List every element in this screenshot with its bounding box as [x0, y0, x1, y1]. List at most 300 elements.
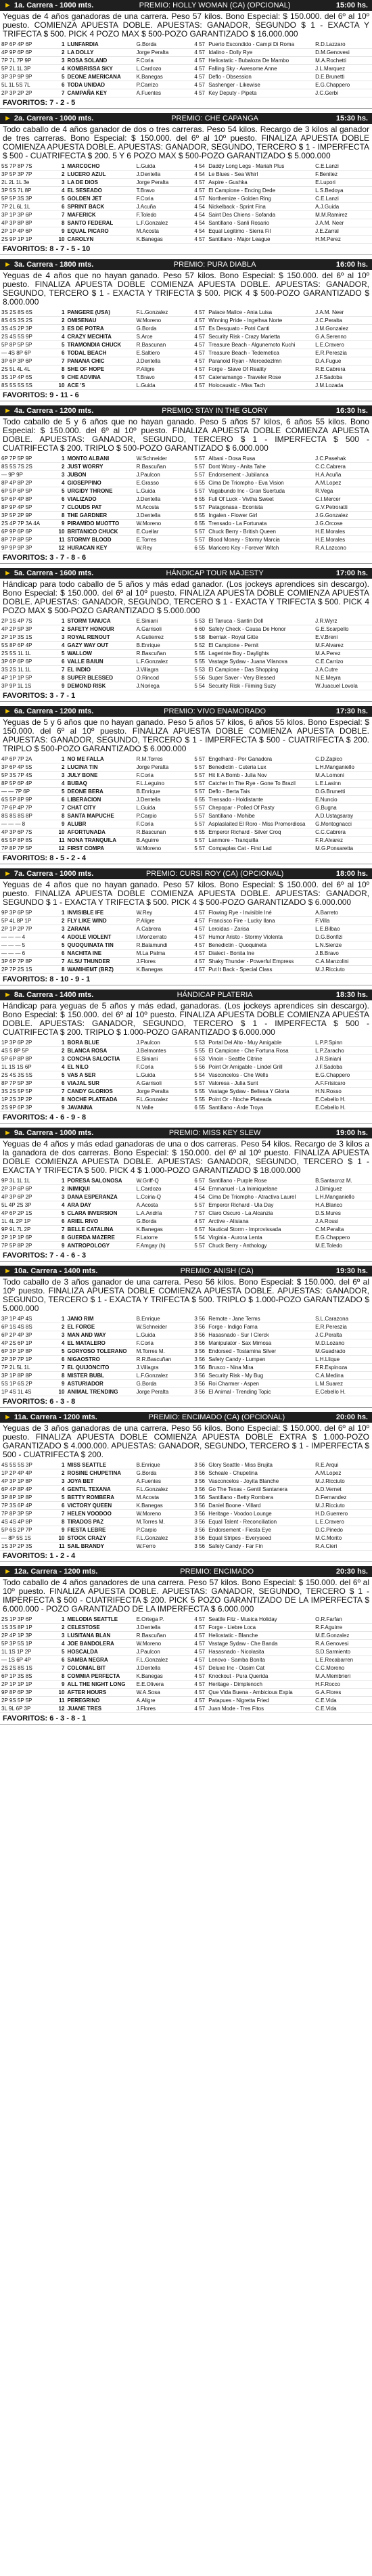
entry-horse: FLY LIKE WIND [66, 917, 135, 925]
favorites-line [0, 552, 372, 564]
entry-form: 5P 3S 7P 4S [0, 772, 52, 780]
entry-form: 3S 2S 5P 5P [0, 1088, 52, 1096]
table-row [0, 65, 372, 73]
entry-jockey: P.Aligre [135, 917, 193, 925]
entry-horse: NACHITA INE [66, 950, 135, 958]
entry-trainer: A.D.Ustagsaray [314, 812, 372, 820]
favorites-label: FAVORITOS: [3, 854, 48, 862]
table-row [0, 1697, 372, 1705]
entry-sire: Safety Check - Causa De Honor [207, 625, 314, 634]
race-number-distance: 1a. Carrera - 1000 mts. [14, 1, 94, 9]
entry-weight: 4 57 [193, 1616, 207, 1624]
entry-pos: 7 [52, 666, 66, 674]
entry-horse: INVISIBLE IFE [66, 909, 135, 917]
entry-horse: BORA BLUE [66, 1039, 135, 1047]
entry-pos: 7 [52, 504, 66, 512]
table-row [0, 171, 372, 179]
entry-trainer: F.R.Espinoza [314, 1364, 372, 1372]
entry-form: 9P 8P 6P 3P [0, 1689, 52, 1697]
entry-weight: 6 57 [193, 1226, 207, 1234]
entry-horse: BUBAQ [66, 780, 135, 788]
entry-horse: ADOLE VIOLENT [66, 933, 135, 941]
entry-trainer: F.R.Alvarez [314, 837, 372, 845]
entries-table [0, 1039, 372, 1112]
entry-weight: 3 56 [193, 1356, 207, 1364]
table-row [0, 1348, 372, 1356]
entries-table [0, 755, 372, 853]
entry-sire: Hasasnado - Nicolasita [207, 1648, 314, 1656]
entry-form: 4P 3P 1P 8P [0, 1478, 52, 1486]
entry-form: 9P 9P 9P 3P [0, 544, 52, 552]
entry-pos: 1 [52, 455, 66, 463]
entry-trainer: E.Lupori [314, 179, 372, 187]
entry-pos: 8 [52, 966, 66, 974]
entry-form: 2L 2L 1L 3e [0, 179, 52, 187]
entry-sire: Maricero Key - Forever Witch [207, 544, 314, 552]
entry-weight: 5 55 [193, 1096, 207, 1104]
entry-sire: Santillano - Sanli Rosario [207, 219, 314, 227]
entry-horse: CLARA INVERSION [66, 1209, 135, 1218]
race-conditions: Todo caballo de 5 y 6 años que no hayan ganado. Peso 5 años 57 kilos, 6 años 55 kilos. Bono Especial: $ 150.000. del 6º al 10º puesto. FINALIZA APUESTA DOBLE COMIENZA APUESTA DOBLE. APUESTAS: GANADOR, SEGUNDO, TERCERO $ 1 - IMPERFECTA $ 500 - CUATRIFECTA $ 200. TRIPLO $ 500-POZO GARANTIZADO $ 6.000.000 [3, 417, 369, 453]
entry-form: 4P 9P 6P 6P [0, 49, 52, 57]
entry-horse: MONTO ALBANI [66, 455, 135, 463]
entry-sire: Forge - Indigo Fama [207, 1323, 314, 1331]
entry-jockey: L.Cardozo [135, 65, 193, 73]
entry-weight: 5 57 [193, 1201, 207, 1209]
entry-trainer: R.F.Aguirre [314, 1624, 372, 1632]
entry-jockey: J.Paulcon [135, 471, 193, 479]
table-row [0, 1689, 372, 1697]
entry-horse: VIAJAL SUR [66, 1080, 135, 1088]
table-row [0, 365, 372, 374]
entry-sire: El Campione - Che Fortuna Rosa [207, 1047, 314, 1055]
entry-weight: 5 57 [193, 455, 207, 463]
table-row [0, 211, 372, 219]
entry-form: 4P 3P 6P 7S [0, 828, 52, 837]
entry-form: 5S 8P 6P 4P [0, 642, 52, 650]
entry-pos: 10 [52, 528, 66, 536]
entry-pos: 2 [52, 1469, 66, 1478]
table-row [0, 1656, 372, 1664]
race-card [0, 113, 372, 255]
race-card [0, 706, 372, 864]
entry-trainer: M.E.Gonzalez [314, 1632, 372, 1640]
entry-sire: Lenovo - Samba Bonita [207, 1656, 314, 1664]
entry-pos: 6 [52, 950, 66, 958]
entry-horse: ARA DAY [66, 1201, 135, 1209]
table-row [0, 1039, 372, 1047]
entry-form: 2S 4S 5S 9P [0, 333, 52, 341]
entry-weight: 4 57 [193, 1632, 207, 1640]
entry-pos: 1 [52, 1315, 66, 1323]
entry-pos: 1 [52, 1616, 66, 1624]
entry-sire: Portal Del Alto - Muy Amigable [207, 1039, 314, 1047]
table-row [0, 837, 372, 845]
entry-horse: HOSCALDA [66, 1648, 135, 1656]
entry-trainer: E.V.Breni [314, 634, 372, 642]
entry-pos: 6 [52, 81, 66, 89]
entry-weight: 3 56 [193, 1534, 207, 1542]
entry-trainer: D.E.Brunetti [314, 73, 372, 81]
entry-horse: TRAMONDIA CHUCK [66, 341, 135, 349]
entry-form: 2S 9P 1P 1P [0, 236, 52, 244]
table-row [0, 203, 372, 211]
entry-sire: Arctive - Alisiana [207, 1218, 314, 1226]
entry-weight: 4 57 [193, 57, 207, 65]
table-row [0, 941, 372, 950]
entry-sire: Dialect - Bonita Ine [207, 950, 314, 958]
entry-weight: 4 57 [193, 89, 207, 97]
entry-weight: 4 57 [193, 309, 207, 317]
entry-trainer: H.A.Acuña [314, 471, 372, 479]
entry-weight: 3 56 [193, 1526, 207, 1534]
table-row [0, 966, 372, 974]
entry-horse: ES DE POTRA [66, 325, 135, 333]
entry-pos: 3 [52, 1478, 66, 1486]
entry-weight: 4 57 [193, 195, 207, 203]
entry-sire: Remote - Jane Terms [207, 1315, 314, 1323]
entry-weight: 3 56 [193, 1380, 207, 1388]
entry-trainer: J.C.Peralta [314, 1331, 372, 1339]
table-row [0, 1518, 372, 1526]
entry-jockey: W.Moreno [135, 1510, 193, 1518]
race-time: 16:00 hs. [335, 261, 368, 269]
entry-trainer: H.F.Rocco [314, 1681, 372, 1689]
entry-weight: 4 57 [193, 1624, 207, 1632]
entry-jockey: W.Moreno [135, 520, 193, 528]
entry-sire: Sashenger - Likewise [207, 81, 314, 89]
entry-trainer: M.A.Rochetti [314, 57, 372, 65]
entry-horse: DEONE BERA [66, 788, 135, 796]
entry-jockey: E.E.Olivera [135, 1681, 193, 1689]
entry-pos: 5 [52, 1494, 66, 1502]
table-row [0, 374, 372, 382]
race-number-distance: 2a. Carrera - 1000 mts. [14, 114, 94, 123]
table-row [0, 1648, 372, 1656]
entry-pos: 4 [52, 1201, 66, 1209]
entry-weight: 5 57 [193, 536, 207, 544]
table-row [0, 1323, 372, 1331]
favorites-label: FAVORITOS: [3, 554, 48, 562]
table-row [0, 755, 372, 763]
entry-weight: 5 53 [193, 666, 207, 674]
table-row [0, 820, 372, 828]
entry-trainer: D.A.Fugue [314, 357, 372, 365]
entry-weight: 6 55 [193, 828, 207, 837]
entry-pos: 4 [52, 642, 66, 650]
entries-table [0, 1616, 372, 1713]
entry-sire: Saint Des Chiens - Sofanda [207, 211, 314, 219]
table-row [0, 536, 372, 544]
entry-form: — 9P 9P [0, 471, 52, 479]
entry-pos: 6 [52, 1080, 66, 1088]
entry-form: — — — 6 [0, 950, 52, 958]
entry-weight: 4 57 [193, 357, 207, 365]
entry-sire: Vastage Sydaw - Che Banda [207, 1640, 314, 1648]
race-prize-name: PREMIO: STAY IN THE GLORY [162, 407, 268, 415]
entry-horse: WALLOW [66, 650, 135, 658]
entry-weight: 5 57 [193, 845, 207, 853]
entry-weight: 6 55 [193, 520, 207, 528]
entry-weight: 4 57 [193, 41, 207, 49]
entry-sire: Chuck Berry - British Queen [207, 528, 314, 536]
race-number-distance: 5a. Carrera - 1600 mts. [14, 569, 94, 577]
entry-form: 5P 5P 3S 3P [0, 195, 52, 203]
entry-sire: Palace Malice - Ania Luisa [207, 309, 314, 317]
entry-pos: 2 [52, 1047, 66, 1055]
entries-table [0, 1315, 372, 1396]
favorites-label: FAVORITOS: [3, 99, 48, 107]
entry-horse: PANANA CHIC [66, 357, 135, 365]
entry-form: 5P 4L 8P 1P [0, 917, 52, 925]
entry-form: 8P 5P 6P 4P [0, 780, 52, 788]
entry-trainer: D.Fernandez [314, 1494, 372, 1502]
entry-pos: 2 [52, 763, 66, 772]
entry-trainer: A.F.Frisicaro [314, 1080, 372, 1088]
entry-form: 9P 3P 6P 5P [0, 909, 52, 917]
entry-jockey: F.Coria [135, 57, 193, 65]
entry-jockey: B.Enrique [135, 1461, 193, 1469]
entry-sire: Claro Oscuro - La Alcanzia [207, 1209, 314, 1218]
entry-weight: 4 54 [193, 227, 207, 236]
entry-weight: 5 54 [193, 1234, 207, 1242]
entry-jockey: Jorge Peralta [135, 1388, 193, 1396]
entry-form: 8S 6S 3S 2S [0, 317, 52, 325]
entry-weight: 4 54 [193, 171, 207, 179]
entry-horse: HURACAN KEY [66, 544, 135, 552]
entry-jockey: F.Coria [135, 772, 193, 780]
entry-weight: 5 57 [193, 763, 207, 772]
entry-form: 8P 4P 8P 2P [0, 479, 52, 487]
entry-pos: 5 [52, 487, 66, 495]
entry-pos: 2 [52, 917, 66, 925]
entry-horse: NIGAOSTRO [66, 1356, 135, 1364]
entry-trainer: G.Montognacci [314, 820, 372, 828]
race-header [0, 259, 372, 270]
table-row [0, 1380, 372, 1388]
entry-trainer: M.J.Ricciuto [314, 1502, 372, 1510]
entry-horse: KOMBRISSA SKY [66, 65, 135, 73]
entry-pos: 7 [52, 211, 66, 219]
entry-pos: 6 [52, 1656, 66, 1664]
entry-sire: Juan Mode - Tres Fitos [207, 1705, 314, 1713]
entry-form: 3P 1P 4P 4S [0, 1315, 52, 1323]
race-number-distance: 10a. Carrera - 1400 mts. [14, 1267, 98, 1275]
race-prize-name: PREMIO: ANISH (CA) [180, 1267, 254, 1275]
entry-trainer: J.L.Marquez [314, 65, 372, 73]
entry-form: 3P 6P 7P 8P [0, 958, 52, 966]
favorites-values: 6 - 3 - 8 [49, 1398, 76, 1406]
entry-sire: Security Risk - My Bug [207, 1372, 314, 1380]
entry-sire: Lanmore - Tranquilla [207, 837, 314, 845]
entry-jockey: W.Schneider [135, 1323, 193, 1331]
entry-weight: 3 56 [193, 1469, 207, 1478]
entry-horse: BRITANICO CHUCK [66, 528, 135, 536]
entry-jockey: E.Siniani [135, 1055, 193, 1063]
entry-form: 2S 5L 4L 4L [0, 365, 52, 374]
entry-horse: GIOSEPPINO [66, 479, 135, 487]
entry-horse: ZARANA [66, 925, 135, 933]
entry-trainer: M.A.Membrieri [314, 1672, 372, 1681]
entry-pos: 8 [52, 219, 66, 227]
entry-weight: 5 57 [193, 471, 207, 479]
entry-pos: 8 [52, 812, 66, 820]
race-time: 16:30 hs. [335, 407, 368, 415]
entry-horse: FIRST COMPA [66, 845, 135, 853]
race-conditions: Yeguas de 3 años ganadoras de una carrera. Peso 56 kilos. Bono Especial: $ 150.000. del 6º al 10º puesto. FINALIZA APUESTA DOBLE COMIENZA APUESTA DOBLE EXTRA $ 1.000-POZO GARANTIZADO $ 4.000.000. APUESTAS: GANADOR, SEGUNDO, TERCERO $ 1 - IMPERFECTA $ 500 - CUATRIFECTA $ 200. [3, 1423, 369, 1459]
entry-trainer: C.E.Lanzi [314, 195, 372, 203]
entry-jockey: W.Rey [135, 909, 193, 917]
entry-weight: 4 57 [193, 317, 207, 325]
entry-jockey: P.Aligre [135, 365, 193, 374]
entry-horse: DANA ESPERANZA [66, 1193, 135, 1201]
entry-jockey: P.Carrizo [135, 81, 193, 89]
table-row [0, 1315, 372, 1323]
race-number-distance: 11a. Carrera - 1200 mts. [14, 1413, 97, 1421]
entry-jockey: M.Acosta [135, 1494, 193, 1502]
entry-sire: Dont Worry - Anita Tahe [207, 463, 314, 471]
favorites-label: FAVORITOS: [3, 1398, 48, 1406]
entry-horse: LIBERACION [66, 796, 135, 804]
entry-jockey: M.Acosta [135, 504, 193, 512]
entry-form: 3S 1P 4P 6S [0, 374, 52, 382]
entry-form: 5P 6S 2P 7P [0, 1526, 52, 1534]
entry-horse: CRAZY MECHITA [66, 333, 135, 341]
entry-jockey: G.Borda [135, 1380, 193, 1388]
entry-sire: Cima De Triompho - Atractiva Laurel [207, 1193, 314, 1201]
entry-form: 3P 8P 1P 8P [0, 1494, 52, 1502]
entry-form: 3P 5P 3P 7P [0, 171, 52, 179]
entry-jockey: M.Acosta [135, 227, 193, 236]
entry-sire: Chuck Berry - Anthology [207, 1242, 314, 1250]
entry-trainer: N.E.Meyra [314, 674, 372, 682]
entry-sire: Equal Stripes - Everyseed [207, 1534, 314, 1542]
entry-pos: 11 [52, 837, 66, 845]
entry-pos: 5 [52, 941, 66, 950]
entry-sire: El Campione - Das Shopping [207, 666, 314, 674]
entry-horse: CAMPAÑA KEY [66, 89, 135, 97]
entry-form: 6S 5P 8P 9P [0, 796, 52, 804]
entry-jockey: F.L.Gonzalez [135, 1096, 193, 1104]
entry-form: 7P 8P 7P 5P [0, 845, 52, 853]
entry-trainer: C.I.Mercer [314, 495, 372, 504]
entry-jockey: L.F.Gonzalez [135, 658, 193, 666]
entry-jockey: L.F.Gonzalez [135, 1372, 193, 1380]
table-row [0, 1063, 372, 1071]
entry-sire: Que Vida Buena - Ambicious Expla [207, 1689, 314, 1697]
entry-sire: Equal Talent - Reconciliation [207, 1518, 314, 1526]
race-conditions: Yeguas de 4 años que no hayan ganado. Peso 57 kilos. Bono Especial: $ 150.000. del 6º al 10º puesto. FINALIZA APUESTA DOBLE COMIENZA APUESTA DOBLE. APUESTAS: GANADOR, SEGUNDO, TERCERO $ 1 - EXACTA Y TRIFECTA $ 500. PICK 4 $ 500-POZO GARANTIZADO $ 8.000.000 [3, 271, 369, 307]
entry-weight: 6 57 [193, 1177, 207, 1185]
entry-form: — 8P 5S 1S [0, 1534, 52, 1542]
entry-horse: CONCHA SALOCTIA [66, 1055, 135, 1063]
favorites-values: 7 - 4 - 6 - 3 [49, 1251, 87, 1260]
entry-form: 1L 4L 2P 1P [0, 1218, 52, 1226]
entry-form: 3S 4S 2P 3P [0, 325, 52, 333]
entry-jockey: L.Guida [135, 1331, 193, 1339]
entry-jockey: L.F.Gonzalez [135, 219, 193, 227]
entry-horse: SAMBA NEGRA [66, 1656, 135, 1664]
race-card [0, 568, 372, 702]
entry-sire: Deflo - Obsession [207, 73, 314, 81]
entry-sire: Ingalen - Flower Girl [207, 512, 314, 520]
entry-sire: Santillano - Mohibe [207, 812, 314, 820]
entry-sire: Vagabundo Inc - Gran Suertuda [207, 487, 314, 495]
table-row [0, 1226, 372, 1234]
entry-form: 7P 2L 5L 1L [0, 1364, 52, 1372]
race-time: 15:30 hs. [335, 114, 368, 123]
entry-pos: 1 [52, 1177, 66, 1185]
entry-weight: 5 57 [193, 528, 207, 536]
entry-weight: 4 57 [193, 81, 207, 89]
entry-trainer: J.C.Peralta [314, 317, 372, 325]
entry-weight: 4 57 [193, 1656, 207, 1664]
entry-jockey: J.Paulcon [135, 1648, 193, 1656]
entry-pos: 5 [52, 1348, 66, 1356]
table-row [0, 1201, 372, 1209]
entry-sire: Hasasnado - Sur I Clerck [207, 1331, 314, 1339]
entry-pos: 5 [52, 73, 66, 81]
entry-sire: Trensado - La Fortunata [207, 520, 314, 528]
entry-pos: 4 [52, 780, 66, 788]
race-conditions: Yeguas de 5 y 6 años que no hayan ganado. Peso 5 años 57 kilos, 6 años 55 kilos. Bono Especial: $ 150.000. del 6º al 10º puesto. FINALIZA APUESTA DOBLE COMIENZA APUESTA DOBLE. APUESTAS: GANADOR, SEGUNDO, TERCERO $ 1 - IMPERFECTA $ 500 - CUATRIFECTA $ 200. TRIPLO $ 500-POZO GARANTIZADO $ 6.000.000 [3, 717, 369, 753]
entry-horse: PIRAMIDO MUOTTO [66, 520, 135, 528]
entry-jockey: M.Torres M. [135, 1348, 193, 1356]
entry-weight: 4 57 [193, 73, 207, 81]
entry-horse: EQUAL PICARO [66, 227, 135, 236]
entry-form: 6P 1P 3S 8S [0, 1672, 52, 1681]
entry-weight: 5 55 [193, 650, 207, 658]
entry-trainer: B.Santacroz M. [314, 1177, 372, 1185]
entry-horse: NOCHE PLATEADA [66, 1096, 135, 1104]
race-time: 18:00 hs. [335, 870, 368, 878]
entry-pos: 4 [52, 1063, 66, 1071]
entry-form: 5L 4P 2S 3P [0, 1201, 52, 1209]
entry-form: 6P 5P 6P 5P [0, 487, 52, 495]
arrow-icon: ► [4, 991, 11, 999]
entry-pos: 9 [52, 1526, 66, 1534]
table-row [0, 81, 372, 89]
entry-sire: Glory Seattle - Miss Brujita [207, 1461, 314, 1469]
entries-table [0, 617, 372, 690]
race-header [0, 568, 372, 579]
entry-pos: 3 [52, 772, 66, 780]
entry-pos: 3 [52, 925, 66, 933]
entry-jockey: F.L.Gonzalez [135, 1486, 193, 1494]
entry-horse: CELESTOSE [66, 1624, 135, 1632]
entry-trainer: J.B.Bravo [314, 950, 372, 958]
entry-horse: GOLDEN JET [66, 195, 135, 203]
entry-form: — — — 8 [0, 820, 52, 828]
entry-horse: SHE OF HOPE [66, 365, 135, 374]
entry-form: 2P 1P 1P 6P [0, 1234, 52, 1242]
entry-trainer: H.N.Rosso [314, 1088, 372, 1096]
entry-weight: 4 54 [193, 203, 207, 211]
entry-trainer: M.Guadrado [314, 1348, 372, 1356]
entry-weight: 3 56 [193, 1339, 207, 1348]
entry-jockey: F.L.Gonzalez [135, 309, 193, 317]
race-card [0, 405, 372, 564]
entry-weight: 5 57 [193, 755, 207, 763]
entry-weight: 4 57 [193, 1697, 207, 1705]
entry-weight: 3 56 [193, 1502, 207, 1510]
entry-horse: ALL THE NIGHT LONG [66, 1681, 135, 1689]
entry-jockey: A.Fuentes [135, 1478, 193, 1486]
entry-trainer: E.Cebello H. [314, 1388, 372, 1396]
entry-jockey: A.Fuentes [135, 89, 193, 97]
entry-trainer: L.M.Suarez [314, 1380, 372, 1388]
arrow-icon: ► [4, 569, 11, 577]
